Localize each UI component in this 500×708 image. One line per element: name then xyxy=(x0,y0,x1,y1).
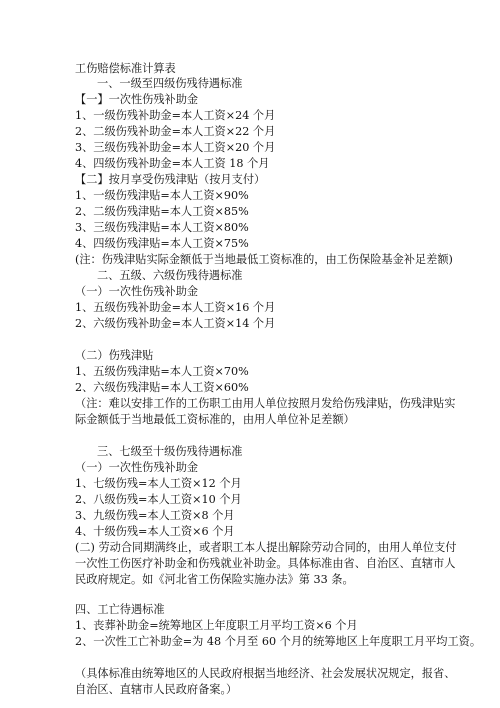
list-item: 3、九级伤残=本人工资×8 个月 xyxy=(75,509,235,522)
list-item: 1、一级伤残津贴=本人工资×90% xyxy=(75,189,249,202)
list-item: 1、五级伤残津贴=本人工资×70% xyxy=(75,365,249,378)
list-item: 4、十级伤残=本人工资×6 个月 xyxy=(75,525,235,538)
section-heading-4: 四、工亡待遇标准 xyxy=(75,603,165,616)
list-item: 2、一次性工亡补助金=为 48 个月至 60 个月的统筹地区上年度职工月平均工资。 xyxy=(75,635,482,648)
list-item: 4、四级伤残津贴=本人工资×75% xyxy=(75,237,249,250)
paragraph-text: 一次性工伤医疗补助金和伤残就业补助金。具体标准由省、自治区、直辖市人 xyxy=(75,557,456,570)
section-heading-2: 二、五级、六级伤残待遇标准 xyxy=(97,269,243,282)
list-item: 2、八级伤残=本人工资×10 个月 xyxy=(75,493,242,506)
paragraph-text: (二) 劳动合同期满终止，或者职工本人提出解除劳动合同的，由用人单位支付 xyxy=(75,541,457,554)
paragraph-text: 民政府规定。如《河北省工伤保险实施办法》第 33 条。 xyxy=(75,573,354,586)
note-text: （注：难以安排工作的工伤职工由用人单位按照月发给伤残津贴，伤残津贴实 xyxy=(75,397,456,410)
list-item: 1、五级伤残补助金=本人工资×16 个月 xyxy=(75,301,276,314)
list-item: 2、二级伤残补助金=本人工资×22 个月 xyxy=(75,125,276,138)
subsection-label: （一）一次性伤残补助金 xyxy=(75,461,199,474)
subsection-label: （二）伤残津贴 xyxy=(75,349,154,362)
subsection-label: （一）一次性伤残补助金 xyxy=(75,285,199,298)
list-item: 1、丧葬补助金=统筹地区上年度职工月平均工资×6 个月 xyxy=(75,619,358,632)
list-item: 2、六级伤残津贴=本人工资×60% xyxy=(75,381,249,394)
list-item: 2、六级伤残补助金=本人工资×14 个月 xyxy=(75,317,276,330)
list-item: 4、四级伤残补助金=本人工资 18 个月 xyxy=(75,157,270,170)
subsection-label: 【一】一次性伤残补助金 xyxy=(75,93,199,106)
document-title: 工伤赔偿标准计算表 xyxy=(75,62,176,75)
section-heading-1: 一、一级至四级伤残待遇标准 xyxy=(97,77,243,90)
list-item: 1、七级伤残=本人工资×12 个月 xyxy=(75,477,242,490)
note-text: (注：伤残津贴实际金额低于当地最低工资标准的，由工伤保险基金补足差额) xyxy=(75,253,453,266)
list-item: 3、三级伤残津贴=本人工资×80% xyxy=(75,221,249,234)
list-item: 2、二级伤残津贴=本人工资×85% xyxy=(75,205,249,218)
note-text: 自治区、直辖市人民政府备案。） xyxy=(75,683,238,696)
subsection-label: 【二】按月享受伤残津贴（按月支付） xyxy=(75,173,266,186)
note-text: （具体标准由统筹地区的人民政府根据当地经济、社会发展状况规定，报省、 xyxy=(75,667,456,680)
list-item: 3、三级伤残补助金=本人工资×20 个月 xyxy=(75,141,276,154)
note-text: 际金额低于当地最低工资标准的，由用人单位补足差额） xyxy=(75,413,355,426)
section-heading-3: 三、七级至十级伤残待遇标准 xyxy=(97,445,243,458)
list-item: 1、一级伤残补助金=本人工资×24 个月 xyxy=(75,109,276,122)
